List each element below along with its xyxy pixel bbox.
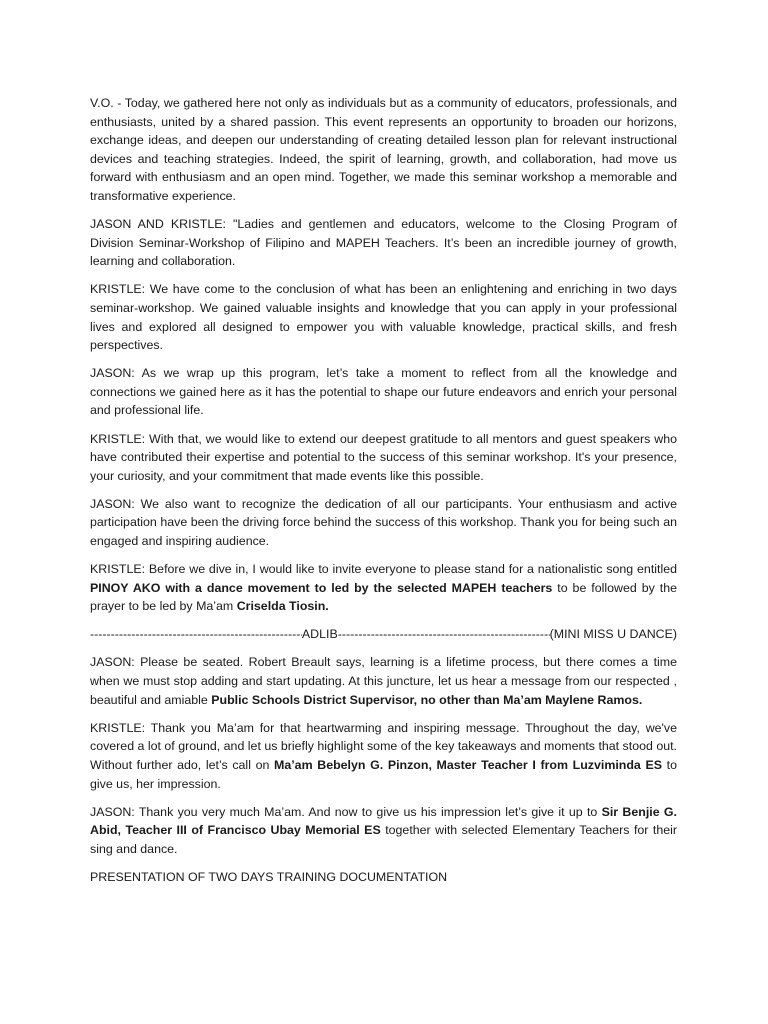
bold-run: Criselda Tiosin. — [236, 599, 329, 614]
text-run: KRISTLE: Thank you Ma’am for that heartwarming and inspiring message. Throughout the day, we've covered a lot of ground, and let us briefly highlight some of the key takeaways and moments that stood out. Without further ado, let’s call on — [90, 720, 677, 772]
adlib-label: ADLIB — [301, 627, 338, 642]
text-run: JASON: We also want to recognize the dedication of all our participants. Your enthusiasm and active participation have been the driving force behind the success of this workshop. Thank you for being such an engaged and inspiring audience. — [90, 496, 677, 548]
paragraph-kristle-song — [90, 560, 677, 616]
paragraph-jason-seated — [90, 653, 677, 709]
text-run: JASON: As we wrap up this program, let’s take a moment to reflect from all the knowledge and connections we gained here as it has the potential to shape our future endeavors and enrich your personal and professional life. — [90, 366, 677, 418]
text-run: together with selected Elementary Teachers for their sing and dance. — [90, 823, 677, 856]
paragraph-presentation-heading — [90, 868, 677, 887]
bold-run: PINOY AKO with a dance movement to led by the selected MAPEH teachers — [90, 580, 553, 595]
paragraph-jason-impression — [90, 803, 677, 859]
paragraph-kristle-thanks — [90, 719, 677, 793]
document-page — [90, 94, 677, 896]
paragraph-kristle-conclusion — [90, 280, 677, 354]
text-run: JASON AND KRISTLE: "Ladies and gentlemen and educators, welcome to the Closing Program of Division Seminar-Workshop of Filipino and MAPEH Teachers. It’s been an incredible journey of growth, learning and collaboration. — [90, 217, 677, 269]
paragraph-welcome — [90, 215, 677, 271]
text-run: KRISTLE: We have come to the conclusion of what has been an enlightening and enriching in two days seminar-workshop. We gained valuable insights and knowledge that you can apply in your professional lives and explored all designed to empower you with valuable knowledge, practical skills, and fresh perspectives. — [90, 282, 677, 353]
text-run: PRESENTATION OF TWO DAYS TRAINING DOCUMENTATION — [90, 869, 448, 884]
text-run: JASON: Thank you very much Ma’am. And now to give us his impression let’s give it up to — [90, 804, 602, 819]
paragraph-vo — [90, 94, 677, 206]
paragraph-jason-participants — [90, 495, 677, 551]
paragraph-jason-reflect — [90, 364, 677, 420]
text-run: KRISTLE: With that, we would like to extend our deepest gratitude to all mentors and guest speakers who have contributed their expertise and potential to the success of this seminar workshop. It's your presence, your curiosity, and your commitment that made events like this possible. — [90, 431, 677, 483]
bold-run: Ma’am Bebelyn G. Pinzon, Master Teacher I from Luzviminda ES — [274, 757, 662, 772]
paragraph-kristle-gratitude — [90, 430, 677, 486]
adlib-divider — [90, 625, 677, 644]
text-run: to be followed by the prayer to be led by Ma’am — [90, 580, 677, 614]
text-run: JASON: Please be seated. Robert Breault says, learning is a lifetime process, but there comes a time when we must stop adding and start updating. At this juncture, let us hear a message from our respected , beautiful and amiable — [90, 655, 677, 707]
dash-line-left — [90, 625, 302, 644]
text-run: KRISTLE: Before we dive in, I would like to invite everyone to please stand for a nationalistic song entitled — [90, 562, 677, 577]
text-run: V.O. - Today, we gathered here not only as individuals but as a community of educators, professionals, and enthusiasts, united by a shared passion. This event represents an opportunity to broaden our horizons, exchange ideas, and deepen our understanding of creating detailed lesson plan for relevant instructional devices and teaching strategies. Indeed, the spirit of learning, growth, and collaboration, had move us forward with enthusiasm and an open mind. Together, we made this seminar workshop a memorable and transformative experience. — [90, 96, 677, 203]
text-run: to give us, her impression. — [90, 757, 677, 791]
bold-run: Sir Benjie G. Abid, Teacher III of Francisco Ubay Memorial ES — [90, 804, 677, 838]
adlib-end-label: (MINI MISS U DANCE) — [549, 627, 678, 642]
bold-run: Public Schools District Supervisor, no other than Ma’am Maylene Ramos. — [211, 692, 643, 707]
dash-line-right — [338, 625, 550, 644]
